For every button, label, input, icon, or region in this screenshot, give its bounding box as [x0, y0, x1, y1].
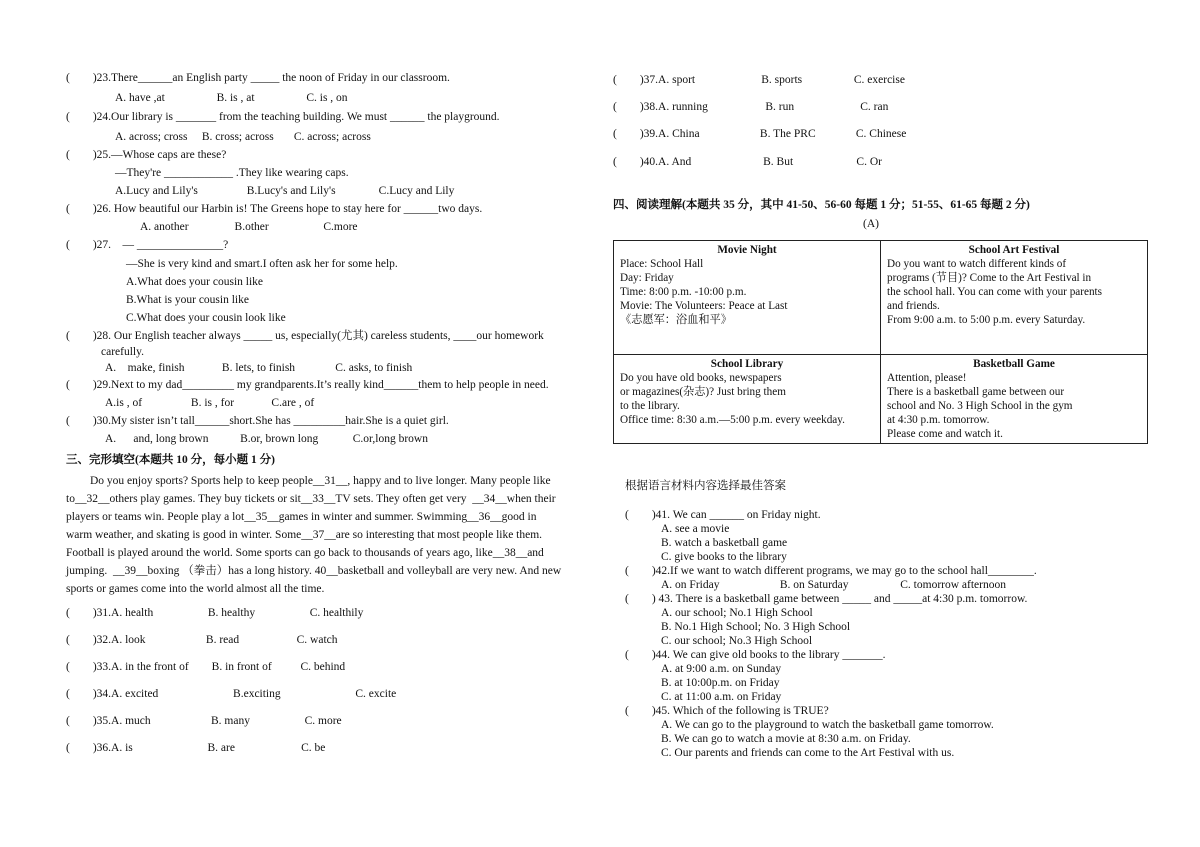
reading-question: A. our school; No.1 High School: [661, 607, 813, 619]
cloze-option: ( )37.A. sport B. sports C. exercise: [613, 74, 905, 86]
question-line: ( )30.My sister isn’t tall______short.She has _________hair.She is a quiet girl.: [66, 415, 449, 427]
reading-instruction: 根据语言材料内容选择最佳答案: [625, 480, 786, 492]
reading-question: A. see a movie: [661, 523, 730, 535]
passage-line: Do you enjoy sports? Sports help to keep people__31__, happy and to live longer. Many people like: [90, 475, 551, 487]
reading-question: A. on Friday B. on Saturday C. tomorrow afternoon: [661, 579, 1006, 591]
cloze-option: ( )36.A. is B. are C. be: [66, 742, 326, 754]
part-a-label: (A): [863, 218, 879, 230]
reading-question: B. watch a basketball game: [661, 537, 788, 549]
question-line: ( )27. — _______________?: [66, 239, 229, 251]
question-line: A. have ,at B. is , at C. is , on: [115, 92, 348, 104]
passage-line: jumping. __39__boxing （拳击）has a long history. 40__basketball and volleyball are very new. And new: [66, 565, 562, 577]
cloze-option: ( )39.A. China B. The PRC C. Chinese: [613, 128, 907, 140]
art-festival-cell: [881, 241, 1148, 355]
question-line: ( )26. How beautiful our Harbin is! The Greens hope to stay here for ______two days.: [66, 203, 483, 215]
school-library-title: School Library: [710, 358, 784, 370]
movie-night-title: Movie Night: [717, 244, 777, 256]
section-4-heading: 四、阅读理解(本题共 35 分，其中 41-50、56-60 每题 1 分；51-55、61-65 每题 2 分): [613, 199, 1030, 211]
art-festival-title: School Art Festival: [968, 244, 1060, 256]
reading-question: ( )45. Which of the following is TRUE?: [625, 705, 829, 717]
cloze-option: ( )32.A. look B. read C. watch: [66, 634, 338, 646]
question-line: A.Lucy and Lily's B.Lucy's and Lily's C.Lucy and Lily: [115, 185, 455, 197]
reading-question: C. Our parents and friends can come to the Art Festival with us.: [661, 747, 955, 759]
basketball-game-title: Basketball Game: [973, 358, 1055, 370]
cloze-option: ( )31.A. health B. healthy C. healthily: [66, 607, 364, 619]
cloze-option: ( )38.A. running B. run C. ran: [613, 101, 889, 113]
reading-question: A. We can go to the playground to watch the basketball game tomorrow.: [661, 719, 994, 731]
reading-notice-table: [613, 240, 1148, 444]
question-line: A. make, finish B. lets, to finish C. asks, to finish: [105, 362, 413, 374]
reading-question: A. at 9:00 a.m. on Sunday: [661, 663, 782, 675]
question-line: ( )29.Next to my dad_________ my grandparents.It’s really kind______them to help people in need.: [66, 379, 549, 391]
question-line: A.is , of B. is , for C.are , of: [105, 397, 315, 409]
section-3-heading: 三、完形填空(本题共 10 分，每小题 1 分): [66, 454, 275, 466]
question-line: A. and, long brown B.or, brown long C.or,long brown: [105, 433, 428, 445]
movie-night-body: Place: School Hall Day: Friday Time: 8:00 p.m. -10:00 p.m. Movie: The Volunteers: Peace at Last 《志愿军：浴血和平》: [620, 258, 788, 326]
reading-question: C. our school; No.3 High School: [661, 635, 813, 647]
passage-line: warm weather, and skating is good in winter. Some__37__are so interesting that most people like them.: [66, 529, 543, 541]
cloze-option: ( )35.A. much B. many C. more: [66, 715, 342, 727]
question-line: A. another B.other C.more: [140, 221, 358, 233]
school-library-cell: [614, 355, 881, 444]
cloze-option: ( )33.A. in the front of B. in front of C. behind: [66, 661, 346, 673]
reading-question: ( )44. We can give old books to the library _______.: [625, 649, 886, 661]
reading-question: B. at 10:00p.m. on Friday: [661, 677, 780, 689]
passage-line: players or teams win. People play a lot__35__games in winter and summer. Swimming__36__good in: [66, 511, 537, 523]
reading-question: B. No.1 High School; No. 3 High School: [661, 621, 851, 633]
reading-question: ( ) 43. There is a basketball game between _____ and _____at 4:30 p.m. tomorrow.: [625, 593, 1028, 605]
question-line: B.What is your cousin like: [126, 294, 249, 306]
passage-line: sports or games come into the world almost all the time.: [66, 583, 325, 595]
question-line: A. across; cross B. cross; across C. across; across: [115, 131, 371, 143]
passage-line: Football is played around the world. Some sports can go back to thousands of years ago, like__38__and: [66, 547, 544, 559]
question-line: ( )23.There______an English party _____ the noon of Friday in our classroom.: [66, 72, 450, 84]
question-line: —She is very kind and smart.I often ask her for some help.: [126, 258, 398, 270]
question-line: ( )28. Our English teacher always _____ us, especially(尤其) careless students, ____our homework: [66, 330, 544, 342]
reading-question: B. We can go to watch a movie at 8:30 a.m. on Friday.: [661, 733, 911, 745]
question-line: —They're ____________ .They like wearing caps.: [115, 167, 349, 179]
art-festival-body: Do you want to watch different kinds of programs (节目)? Come to the Art Festival in the school hall. You can come with your parents and friends. From 9:00 a.m. to 5:00 p.m. every Saturday.: [887, 258, 1103, 326]
reading-question: C. give books to the library: [661, 551, 787, 563]
question-line: C.What does your cousin look like: [126, 312, 286, 324]
cloze-option: ( )34.A. excited B.exciting C. excite: [66, 688, 397, 700]
question-line: ( )25.—Whose caps are these?: [66, 149, 227, 161]
question-line: ( )24.Our library is _______ from the teaching building. We must ______ the playground.: [66, 111, 500, 123]
question-line: A.What does your cousin like: [126, 276, 264, 288]
reading-question: ( )41. We can ______ on Friday night.: [625, 509, 821, 521]
basketball-game-body: Attention, please! There is a basketball game between our school and No. 3 High School in the gym at 4:30 p.m. tomorrow. Please come and watch it.: [887, 372, 1073, 440]
reading-question: C. at 11:00 a.m. on Friday: [661, 691, 782, 703]
question-line: carefully.: [101, 346, 144, 358]
reading-question: ( )42.If we want to watch different programs, we may go to the school hall________.: [625, 565, 1037, 577]
school-library-body: Do you have old books, newspapers or magazines(杂志)? Just bring them to the library. Office time: 8:30 a.m.—5:00 p.m. every weekday.: [620, 372, 845, 426]
cloze-option: ( )40.A. And B. But C. Or: [613, 156, 882, 168]
basketball-game-cell: [881, 355, 1148, 444]
movie-night-cell: [614, 241, 881, 355]
passage-line: to__32__others play games. They buy tickets or sit__33__TV sets. They often get very __34__when their: [66, 493, 556, 505]
